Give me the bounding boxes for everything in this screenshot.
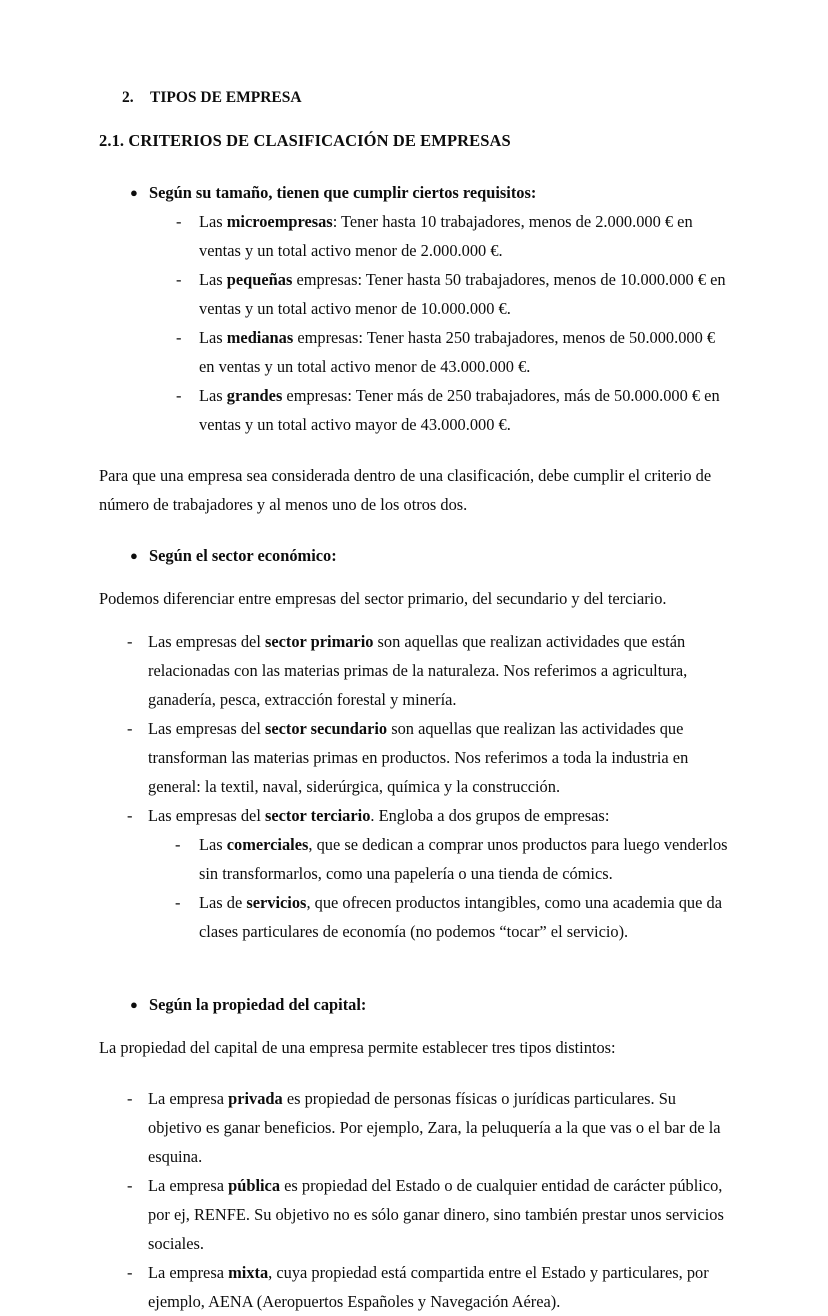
dash-icon: - xyxy=(127,806,133,825)
capital-item-privada: La empresa privada es propiedad de personas físicas o jurídicas particulares. Su objetivo es ganar beneficios. Por ejemplo, Zara, la peluquería a la que vas o el bar de la esquina. xyxy=(148,1089,721,1166)
terciario-subitem-comerciales: Las comerciales, que se dedican a comprar unos productos para luego venderlos sin transformarlos, como una papelería o una tienda de cómics. xyxy=(199,835,728,883)
criterion-size-heading-label: Según su tamaño, tienen que cumplir ciertos requisitos: xyxy=(149,183,537,202)
spacer xyxy=(99,439,728,461)
sector-intro: Podemos diferenciar entre empresas del sector primario, del secundario y del terciario. xyxy=(99,589,667,608)
spacer xyxy=(99,946,728,990)
sector-item-terciario: Las empresas del sector terciario. Engloba a dos grupos de empresas: xyxy=(148,806,610,825)
list-item xyxy=(99,207,728,265)
dash-icon: - xyxy=(127,719,133,738)
section-title: TIPOS DE EMPRESA xyxy=(150,89,302,106)
list-item xyxy=(99,1258,728,1316)
capital-item-publica: La empresa pública es propiedad del Estado o de cualquier entidad de carácter público, por ej, RENFE. Su objetivo no es sólo ganar dinero, sino también prestar unos servicios sociales. xyxy=(148,1176,724,1253)
dash-icon: - xyxy=(127,1263,133,1282)
sector-item-primario: Las empresas del sector primario son aquellas que realizan actividades que están relacionadas con las materias primas de la naturaleza. Nos referimos a agricultura, ganadería, pesca, extracción forestal y minería. xyxy=(148,632,688,709)
list-item xyxy=(99,381,728,439)
criterion-sector-heading xyxy=(99,541,728,570)
dash-icon: - xyxy=(127,1176,133,1195)
criterion-sector-heading-label: Según el sector económico: xyxy=(149,546,337,565)
size-criterion-note: Para que una empresa sea considerada dentro de una clasificación, debe cumplir el criterio de número de trabajadores y al menos uno de los otros dos. xyxy=(99,466,712,514)
bullet-disc-icon: ● xyxy=(130,997,138,1012)
list-item xyxy=(99,627,728,714)
list-item xyxy=(99,830,728,888)
spacer xyxy=(99,1062,728,1084)
sector-item-secundario: Las empresas del sector secundario son aquellas que realizan las actividades que transforman las materias primas en productos. Nos referimos a toda la industria en general: la textil, naval, siderúrgica, química y la construcción. xyxy=(148,719,689,796)
document-content xyxy=(99,88,728,1316)
spacer xyxy=(99,519,728,541)
dash-icon: - xyxy=(176,270,182,289)
size-item-pequena: Las pequeñas empresas: Tener hasta 50 trabajadores, menos de 10.000.000 € en ventas y un total activo menor de 10.000.000 €. xyxy=(199,270,726,318)
list-item xyxy=(99,1171,728,1258)
size-item-mediana: Las medianas empresas: Tener hasta 250 trabajadores, menos de 50.000.000 € en ventas y un total activo menor de 43.000.000 €. xyxy=(199,328,716,376)
spacer xyxy=(99,613,728,627)
size-item-grande: Las grandes empresas: Tener más de 250 trabajadores, más de 50.000.000 € en ventas y un total activo mayor de 43.000.000 €. xyxy=(199,386,720,434)
size-item-micro: Las microempresas: Tener hasta 10 trabajadores, menos de 2.000.000 € en ventas y un total activo menor de 2.000.000 €. xyxy=(199,212,693,260)
dash-icon: - xyxy=(127,632,133,651)
dash-icon: - xyxy=(176,212,182,231)
bullet-disc-icon: ● xyxy=(130,548,138,563)
section-heading xyxy=(99,88,728,108)
list-item xyxy=(99,323,728,381)
dash-icon: - xyxy=(175,893,181,912)
list-item xyxy=(99,888,728,946)
list-item xyxy=(99,1084,728,1171)
dash-icon: - xyxy=(176,386,182,405)
spacer xyxy=(99,570,728,584)
section-number: 2. xyxy=(122,89,134,106)
dash-icon: - xyxy=(175,835,181,854)
dash-icon: - xyxy=(176,328,182,347)
criterion-capital-heading xyxy=(99,990,728,1019)
capital-intro: La propiedad del capital de una empresa permite establecer tres tipos distintos: xyxy=(99,1038,616,1057)
capital-item-mixta: La empresa mixta, cuya propiedad está compartida entre el Estado y particulares, por ejemplo, AENA (Aeropuertos Españoles y Navegación Aérea). xyxy=(148,1263,709,1311)
spacer xyxy=(99,1019,728,1033)
subsection-heading: 2.1. CRITERIOS DE CLASIFICACIÓN DE EMPRESAS xyxy=(99,131,511,150)
criterion-capital-heading-label: Según la propiedad del capital: xyxy=(149,995,367,1014)
dash-icon: - xyxy=(127,1089,133,1108)
list-item xyxy=(99,714,728,801)
list-item xyxy=(99,265,728,323)
criterion-size-heading xyxy=(99,178,728,207)
terciario-subitem-servicios: Las de servicios, que ofrecen productos intangibles, como una academia que da clases particulares de economía (no podemos “tocar” el servicio). xyxy=(199,893,722,941)
bullet-disc-icon: ● xyxy=(130,185,138,200)
list-item xyxy=(99,801,728,830)
